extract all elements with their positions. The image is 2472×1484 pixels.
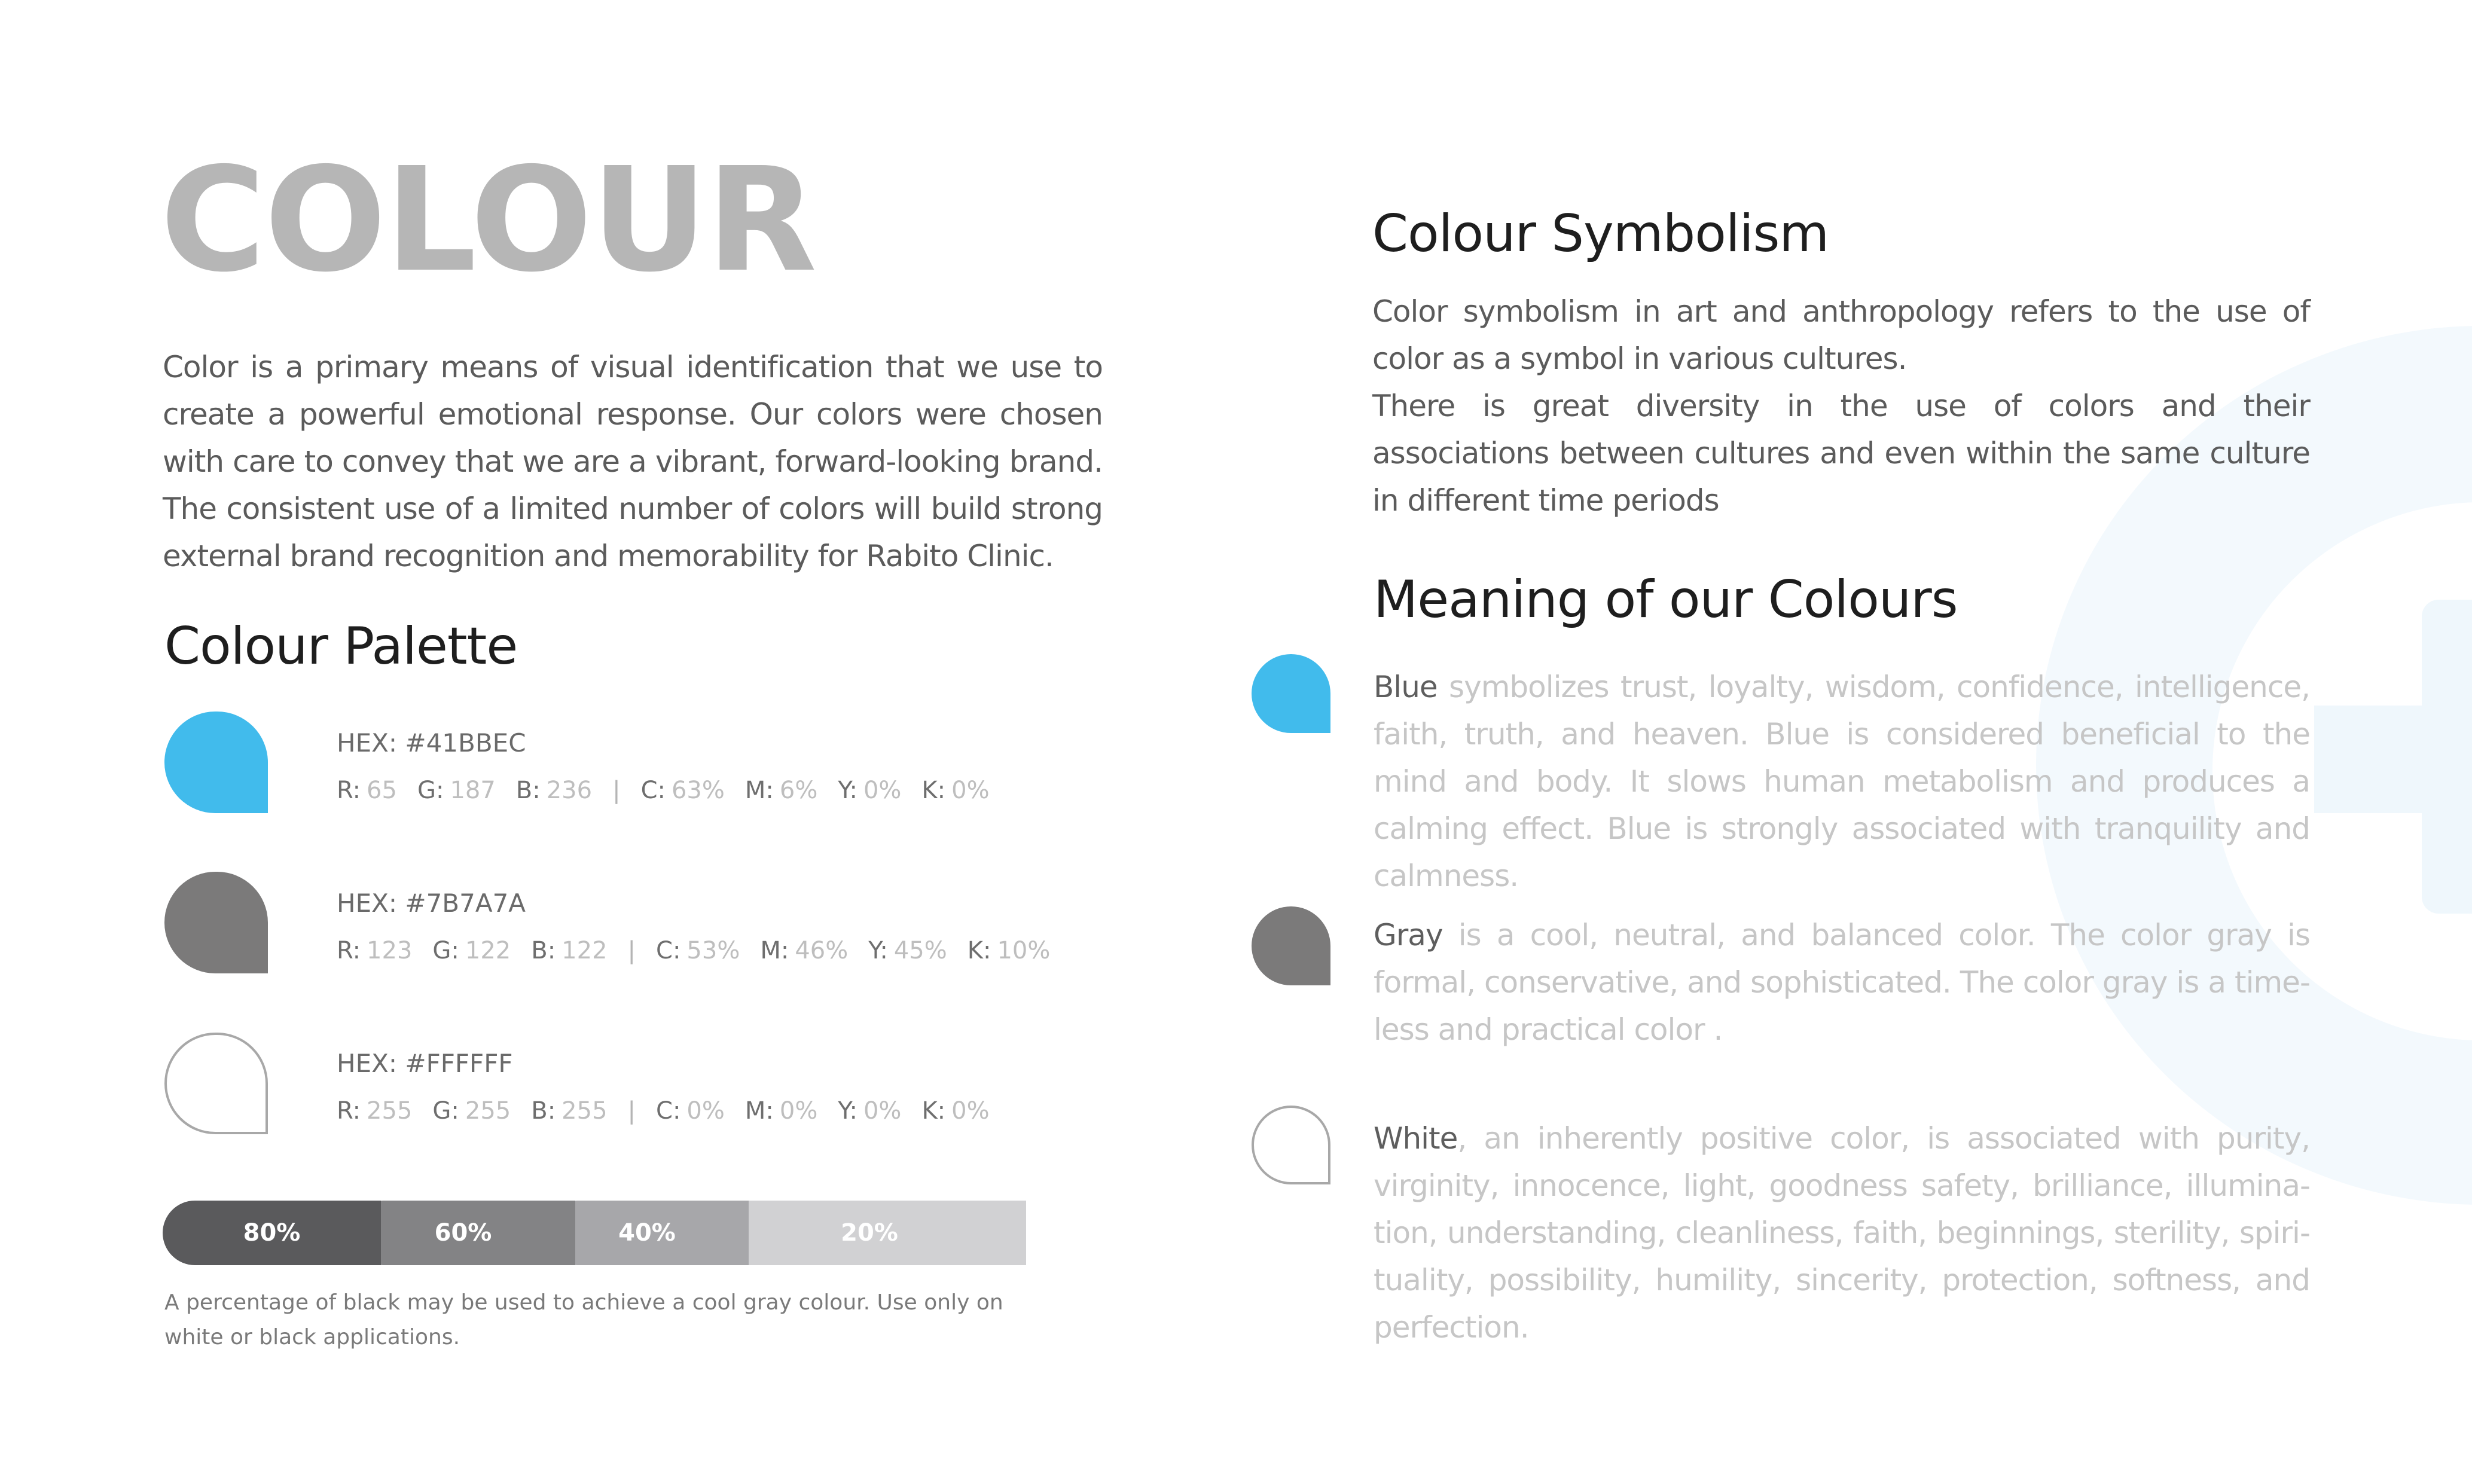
g-value: G: 122: [432, 937, 511, 964]
blue-meaning-name: Blue: [1374, 670, 1438, 704]
r-value: R: 123: [337, 937, 413, 964]
c-value: C: 0%: [656, 1097, 725, 1125]
blue-hex-code: HEX: #41BBEC: [337, 728, 526, 758]
white-meaning-text: , an inherently positive color, is associated with purity, virginity, innocence, light, goodness safety, brilliance, illumina-tion, understanding, cleanliness, faith, beginnings, sterility, spiri-tuality, possibility, humility, sincerity, protection, softness, and perfection.: [1374, 1121, 2310, 1345]
c-value: C: 63%: [640, 777, 725, 804]
gray-hex-code: HEX: #7B7A7A: [337, 888, 526, 918]
m-value: M: 46%: [760, 937, 849, 964]
g-value: G: 187: [417, 777, 496, 804]
gray-meaning-text: is a cool, neutral, and balanced color. The color gray is formal, conservative, and sophisticated. The color gray is a time-less and practical color .: [1374, 918, 2310, 1047]
y-value: Y: 0%: [838, 777, 902, 804]
symbolism-heading: Colour Symbolism: [1372, 204, 1829, 264]
y-value: Y: 45%: [868, 937, 947, 964]
white-meaning-name: White: [1374, 1121, 1458, 1156]
tint-20-segment: 20%: [713, 1201, 1026, 1265]
k-value: K: 10%: [967, 937, 1051, 964]
separator: |: [612, 777, 621, 804]
gray-drop-icon: [1252, 906, 1330, 985]
white-drop-icon: [1252, 1106, 1330, 1184]
gray-meaning: [1374, 912, 2310, 1054]
palette-heading: Colour Palette: [164, 616, 518, 676]
gray-color-values: [337, 939, 1070, 963]
b-value: B: 236: [515, 777, 593, 804]
logo-watermark-cross-vertical: [2422, 600, 2472, 914]
blue-swatch: [164, 712, 268, 813]
b-value: B: 255: [531, 1097, 608, 1125]
page-title: COLOUR: [160, 136, 816, 304]
separator: |: [627, 1097, 636, 1125]
black-tint-bar: [163, 1201, 1026, 1265]
blue-meaning-text: symbolizes trust, loyalty, wisdom, confidence, intelligence, faith, truth, and heaven. Blue is considered beneficial to the mind and body. It slows human metabolism and produces a calming effect. Blue is strongly associated with tranquility and calmness.: [1374, 670, 2310, 893]
white-hex-code: HEX: #FFFFFF: [337, 1049, 513, 1078]
blue-meaning: [1374, 664, 2310, 900]
r-value: R: 65: [337, 777, 397, 804]
blue-color-values: [337, 778, 1010, 802]
blue-drop-icon: [1252, 654, 1330, 733]
symbolism-body: [1372, 288, 2310, 524]
meaning-heading: Meaning of our Colours: [1374, 570, 1958, 630]
white-swatch: [164, 1033, 268, 1134]
symbolism-paragraph-1: Color symbolism in art and anthropology refers to the use of color as a symbol in various cultures.: [1372, 294, 2310, 376]
symbolism-paragraph-2: There is great diversity in the use of colors and their associations between cultures and even within the same culture in different time periods: [1372, 389, 2310, 518]
m-value: M: 0%: [744, 1097, 818, 1125]
intro-paragraph: Color is a primary means of visual identification that we use to create a powerful emotional response. Our colors were chosen with care to convey that we are a vibrant, forward-looking brand. The consistent use of a limited number of colors will build strong external brand recognition and memorability for Rabito Clinic.: [163, 350, 1103, 573]
g-value: G: 255: [432, 1097, 511, 1125]
y-value: Y: 0%: [838, 1097, 902, 1125]
tint-60-segment: 60%: [351, 1201, 575, 1265]
white-meaning: [1374, 1115, 2310, 1351]
b-value: B: 122: [531, 937, 608, 964]
white-color-values: [337, 1099, 1010, 1123]
k-value: K: 0%: [921, 1097, 990, 1125]
tint-40-segment: 40%: [545, 1201, 749, 1265]
r-value: R: 255: [337, 1097, 413, 1125]
separator: |: [627, 937, 636, 964]
tint-note: A percentage of black may be used to achieve a cool gray colour. Use only on white or black applications.: [164, 1290, 1003, 1349]
gray-swatch: [164, 872, 268, 973]
gray-meaning-name: Gray: [1374, 918, 1443, 952]
m-value: M: 6%: [744, 777, 818, 804]
k-value: K: 0%: [921, 777, 990, 804]
tint-80-segment: 80%: [163, 1201, 381, 1265]
c-value: C: 53%: [656, 937, 740, 964]
